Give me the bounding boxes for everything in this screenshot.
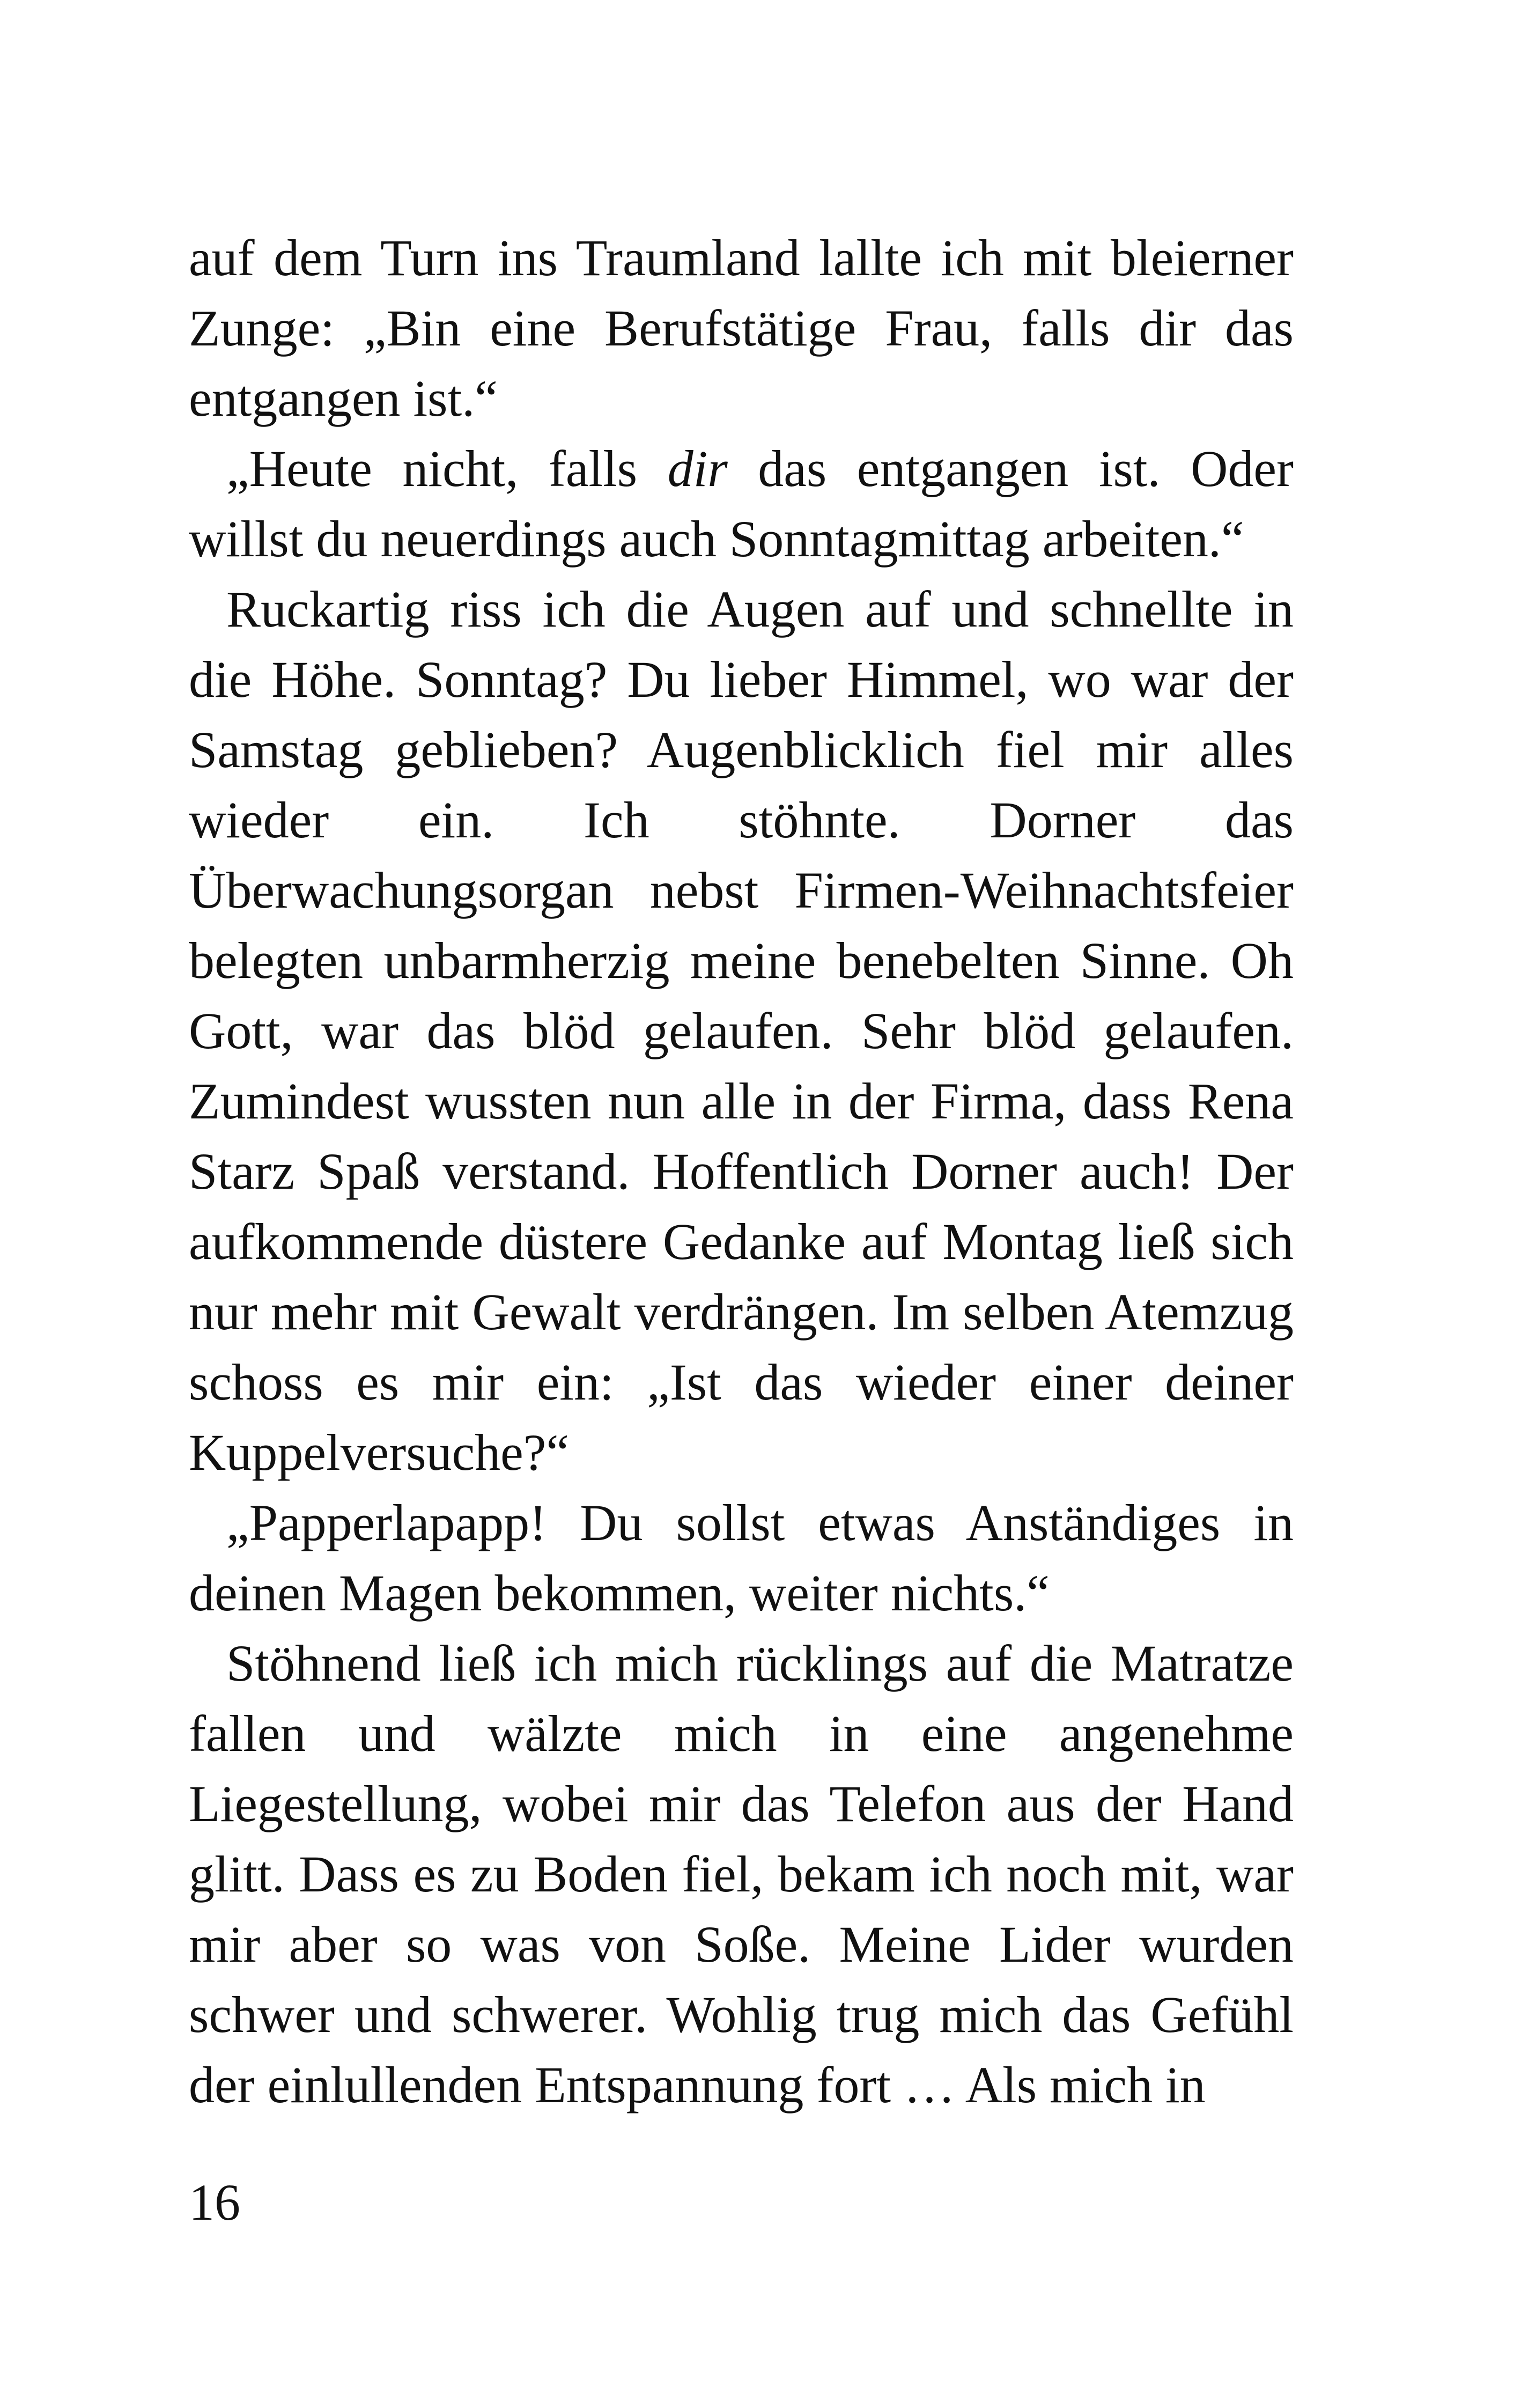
paragraph-text: „Heute nicht, falls bbox=[226, 440, 668, 497]
page-number: 16 bbox=[189, 2174, 240, 2231]
paragraph-text: das entgangen ist. Oder willst du neuerdings auch Sonntagmittag arbeiten.“ bbox=[189, 440, 1294, 568]
body-text bbox=[189, 223, 1294, 2120]
emphasized-word: dir bbox=[667, 440, 728, 497]
paragraph-dialogue bbox=[189, 433, 1294, 574]
paragraph-continuation: auf dem Turn ins Traumland lallte ich mit bleierner Zunge: „Bin eine Berufstätige Frau, falls dir das entgangen ist.“ bbox=[189, 229, 1294, 427]
paragraph-narration: Stöhnend ließ ich mich rücklings auf die Matratze fallen und wälzte mich in eine angenehme Liegestellung, wobei mir das Telefon aus der Hand glitt. Dass es zu Boden fiel, bekam ich noch mit, war mir aber so was von Soße. Meine Lider wurden schwer und schwerer. Wohlig trug mich das Gefühl der einlullenden Entspannung fort … Als mich in bbox=[189, 1634, 1294, 2114]
paragraph-dialogue: „Papperlapapp! Du sollst etwas Anständiges in deinen Magen bekommen, weiter nichts.“ bbox=[189, 1494, 1294, 1622]
paragraph-narration: Ruckartig riss ich die Augen auf und schnellte in die Höhe. Sonntag? Du lieber Himmel, wo war der Samstag geblieben? Augenblicklich fiel mir alles wieder ein. Ich stöhnte. Dorner das Überwachungsorgan nebst Firmen-Weihnachtsfeier belegten unbarmherzig meine benebelten Sinne. Oh Gott, war das blöd gelaufen. Sehr blöd gelaufen. Zumindest wussten nun alle in der Firma, dass Rena Starz Spaß verstand. Hoffentlich Dorner auch! Der aufkommende düstere Gedanke auf Montag ließ sich nur mehr mit Gewalt verdrängen. Im selben Atemzug schoss es mir ein: „Ist das wieder einer deiner Kuppelversuche?“ bbox=[189, 580, 1294, 1481]
